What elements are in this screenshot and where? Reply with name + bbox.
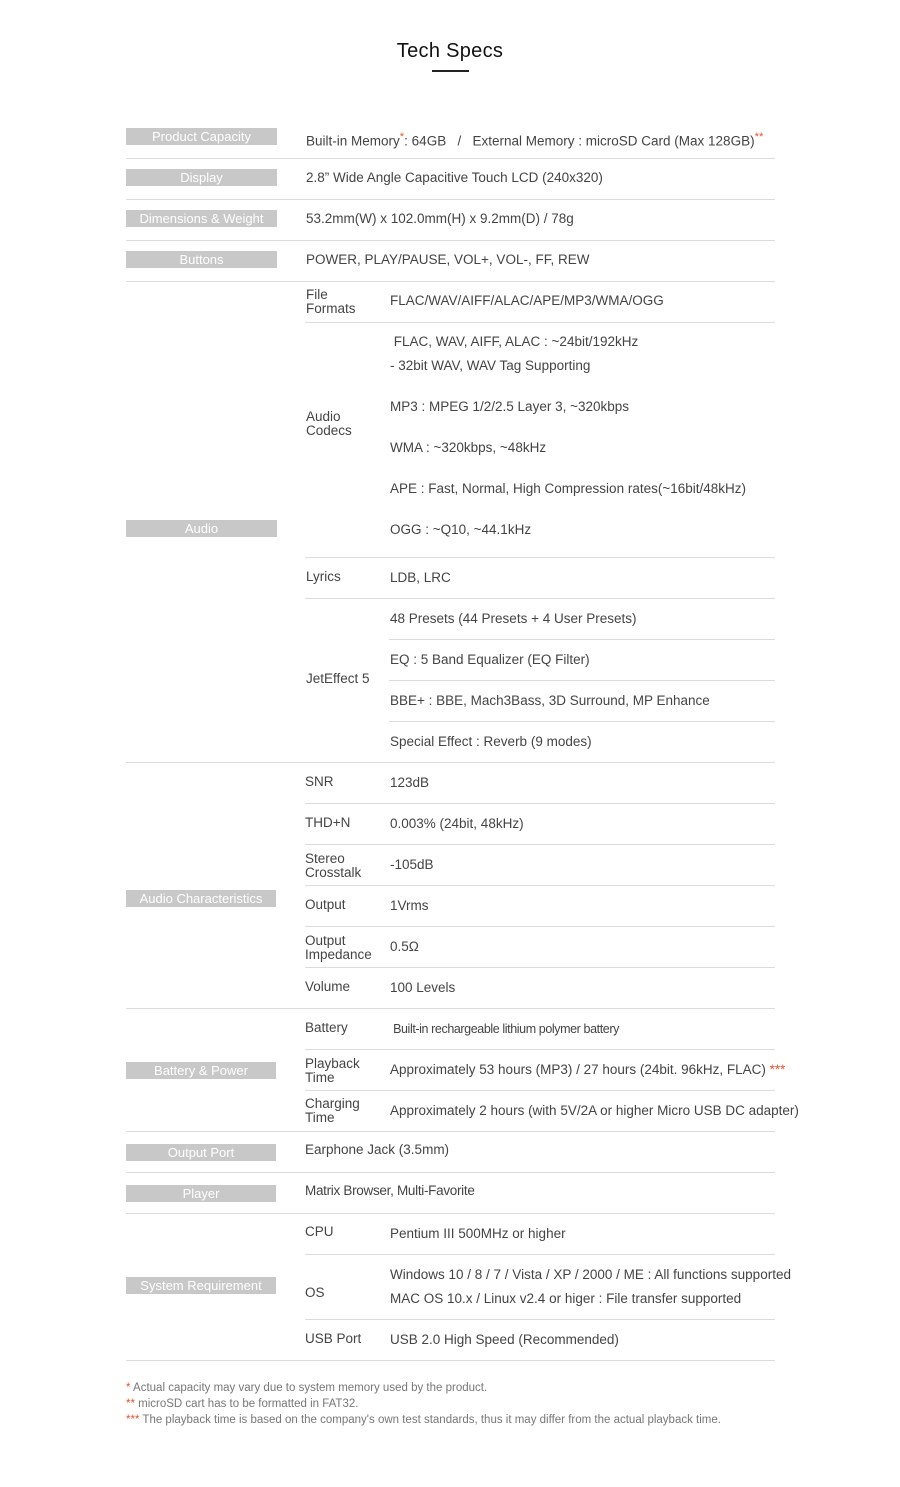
os-label: OS (305, 1285, 325, 1300)
footnote-mark: ** (126, 1398, 135, 1410)
usb-label: USB Port (305, 1331, 362, 1346)
impedance-label: Output Impedance (305, 933, 372, 962)
title-underline (432, 70, 469, 72)
sub-row-divider (305, 557, 775, 558)
crosstalk-value: -105dB (390, 857, 434, 872)
file-formats-label: File Formats (306, 287, 356, 316)
row-divider (126, 1131, 775, 1132)
label-audio-characteristics: Audio Characteristics (126, 890, 276, 907)
cpu-label: CPU (305, 1224, 334, 1239)
label-player: Player (126, 1185, 276, 1202)
label-buttons: Buttons (126, 251, 277, 268)
external-memory-value: External Memory : microSD Card (Max 128GB) (472, 133, 755, 149)
sub-row-divider (305, 322, 775, 323)
footnote (126, 1380, 721, 1396)
codec-line: OGG : ~Q10, ~44.1kHz (390, 522, 532, 537)
sub-row-divider (389, 680, 775, 681)
footnote-text: The playback time is based on the company's own test standards, thus it may differ from the actual playback time. (139, 1414, 721, 1426)
lyrics-value: LDB, LRC (390, 570, 451, 585)
builtin-memory-value: : 64GB (404, 133, 447, 149)
crosstalk-label: Stereo Crosstalk (305, 851, 362, 880)
row-divider (126, 1213, 775, 1214)
triple-asterisk-mark: *** (769, 1062, 786, 1077)
dimensions-value: 53.2mm(W) x 102.0mm(H) x 9.2mm(D) / 78g (306, 211, 574, 226)
row-divider (126, 240, 775, 241)
output-port-value: Earphone Jack (3.5mm) (305, 1142, 450, 1157)
playback-value (390, 1061, 785, 1079)
charging-value: Approximately 2 hours (with 5V/2A or higher Micro USB DC adapter) (390, 1103, 799, 1118)
row-divider (126, 158, 775, 159)
sub-row-divider (305, 803, 775, 804)
codec-line: FLAC, WAV, AIFF, ALAC : ~24bit/192kHz (390, 334, 639, 349)
impedance-value: 0.5Ω (390, 939, 419, 954)
asterisk-mark: * (399, 131, 405, 143)
capacity-value (306, 128, 763, 151)
snr-value: 123dB (390, 775, 430, 790)
label-battery-power: Battery & Power (126, 1062, 276, 1079)
sub-row-divider (305, 844, 775, 845)
audio-codecs-label: Audio Codecs (306, 409, 352, 438)
battery-label: Battery (305, 1020, 348, 1035)
codec-line: WMA : ~320kbps, ~48kHz (390, 440, 547, 455)
os-line: MAC OS 10.x / Linux v2.4 or higer : File transfer supported (390, 1291, 742, 1306)
label-audio: Audio (126, 520, 277, 537)
output-label: Output (305, 897, 346, 912)
label-system-requirement: System Requirement (126, 1277, 276, 1294)
thdn-value: 0.003% (24bit, 48kHz) (390, 816, 524, 831)
usb-value: USB 2.0 High Speed (Recommended) (390, 1332, 619, 1347)
jeteffect-item: BBE+ : BBE, Mach3Bass, 3D Surround, MP Enhance (390, 693, 710, 708)
sub-row-divider (305, 598, 775, 599)
player-value: Matrix Browser, Multi-Favorite (305, 1183, 475, 1198)
jeteffect-item: EQ : 5 Band Equalizer (EQ Filter) (390, 652, 590, 667)
sub-row-divider (305, 1254, 775, 1255)
label-dimensions: Dimensions & Weight (126, 210, 277, 227)
sub-row-divider (305, 926, 775, 927)
os-line: Windows 10 / 8 / 7 / Vista / XP / 2000 / ME : All functions supported (390, 1267, 791, 1282)
double-asterisk-mark: ** (754, 131, 764, 143)
sub-row-divider (389, 639, 775, 640)
jeteffect-item: Special Effect : Reverb (9 modes) (390, 734, 592, 749)
footnote-text: microSD cart has to be formatted in FAT32. (134, 1398, 359, 1410)
codec-line: APE : Fast, Normal, High Compression rates(~16bit/48kHz) (390, 481, 747, 496)
codec-line: - 32bit WAV, WAV Tag Supporting (390, 358, 591, 373)
label-output-port: Output Port (126, 1144, 276, 1161)
row-divider (126, 199, 775, 200)
row-divider (126, 762, 775, 763)
snr-label: SNR (305, 774, 334, 789)
row-divider (126, 281, 775, 282)
battery-value: Built-in rechargeable lithium polymer battery (390, 1022, 619, 1036)
volume-value: 100 Levels (390, 980, 456, 995)
page-title: Tech Specs (396, 40, 504, 62)
footnotes (126, 1380, 721, 1428)
capacity-separator: / (457, 133, 462, 149)
playback-label: Playback Time (305, 1056, 360, 1085)
volume-label: Volume (305, 979, 351, 994)
footnote (126, 1396, 721, 1412)
footnote-mark: * (126, 1382, 131, 1394)
jeteffect-item: 48 Presets (44 Presets + 4 User Presets) (390, 611, 637, 626)
cpu-value: Pentium III 500MHz or higher (390, 1226, 566, 1241)
playback-text: Approximately 53 hours (MP3) / 27 hours (24bit. 96kHz, FLAC) (390, 1062, 766, 1077)
sub-row-divider (389, 721, 775, 722)
sub-row-divider (305, 1049, 775, 1050)
thdn-label: THD+N (305, 815, 351, 830)
footnote-mark: *** (126, 1414, 140, 1426)
builtin-memory-label: Built-in Memory (306, 133, 400, 149)
output-value: 1Vrms (390, 898, 429, 913)
row-divider (126, 1360, 775, 1361)
label-product-capacity: Product Capacity (126, 128, 277, 145)
footnote (126, 1412, 721, 1428)
footnote-text: Actual capacity may vary due to system memory used by the product. (130, 1382, 488, 1394)
sub-row-divider (305, 1319, 775, 1320)
charging-label: Charging Time (305, 1096, 360, 1125)
label-display: Display (126, 169, 277, 186)
lyrics-label: Lyrics (306, 569, 341, 584)
codec-line: MP3 : MPEG 1/2/2.5 Layer 3, ~320kbps (390, 399, 630, 414)
sub-row-divider (305, 885, 775, 886)
row-divider (126, 1008, 775, 1009)
sub-row-divider (305, 967, 775, 968)
row-divider (126, 1172, 775, 1173)
file-formats-value: FLAC/WAV/AIFF/ALAC/APE/MP3/WMA/OGG (390, 293, 664, 308)
buttons-value: POWER, PLAY/PAUSE, VOL+, VOL-, FF, REW (306, 252, 590, 267)
jeteffect-label: JetEffect 5 (306, 671, 370, 686)
display-value: 2.8” Wide Angle Capacitive Touch LCD (240x320) (306, 170, 603, 185)
sub-row-divider (305, 1090, 775, 1091)
